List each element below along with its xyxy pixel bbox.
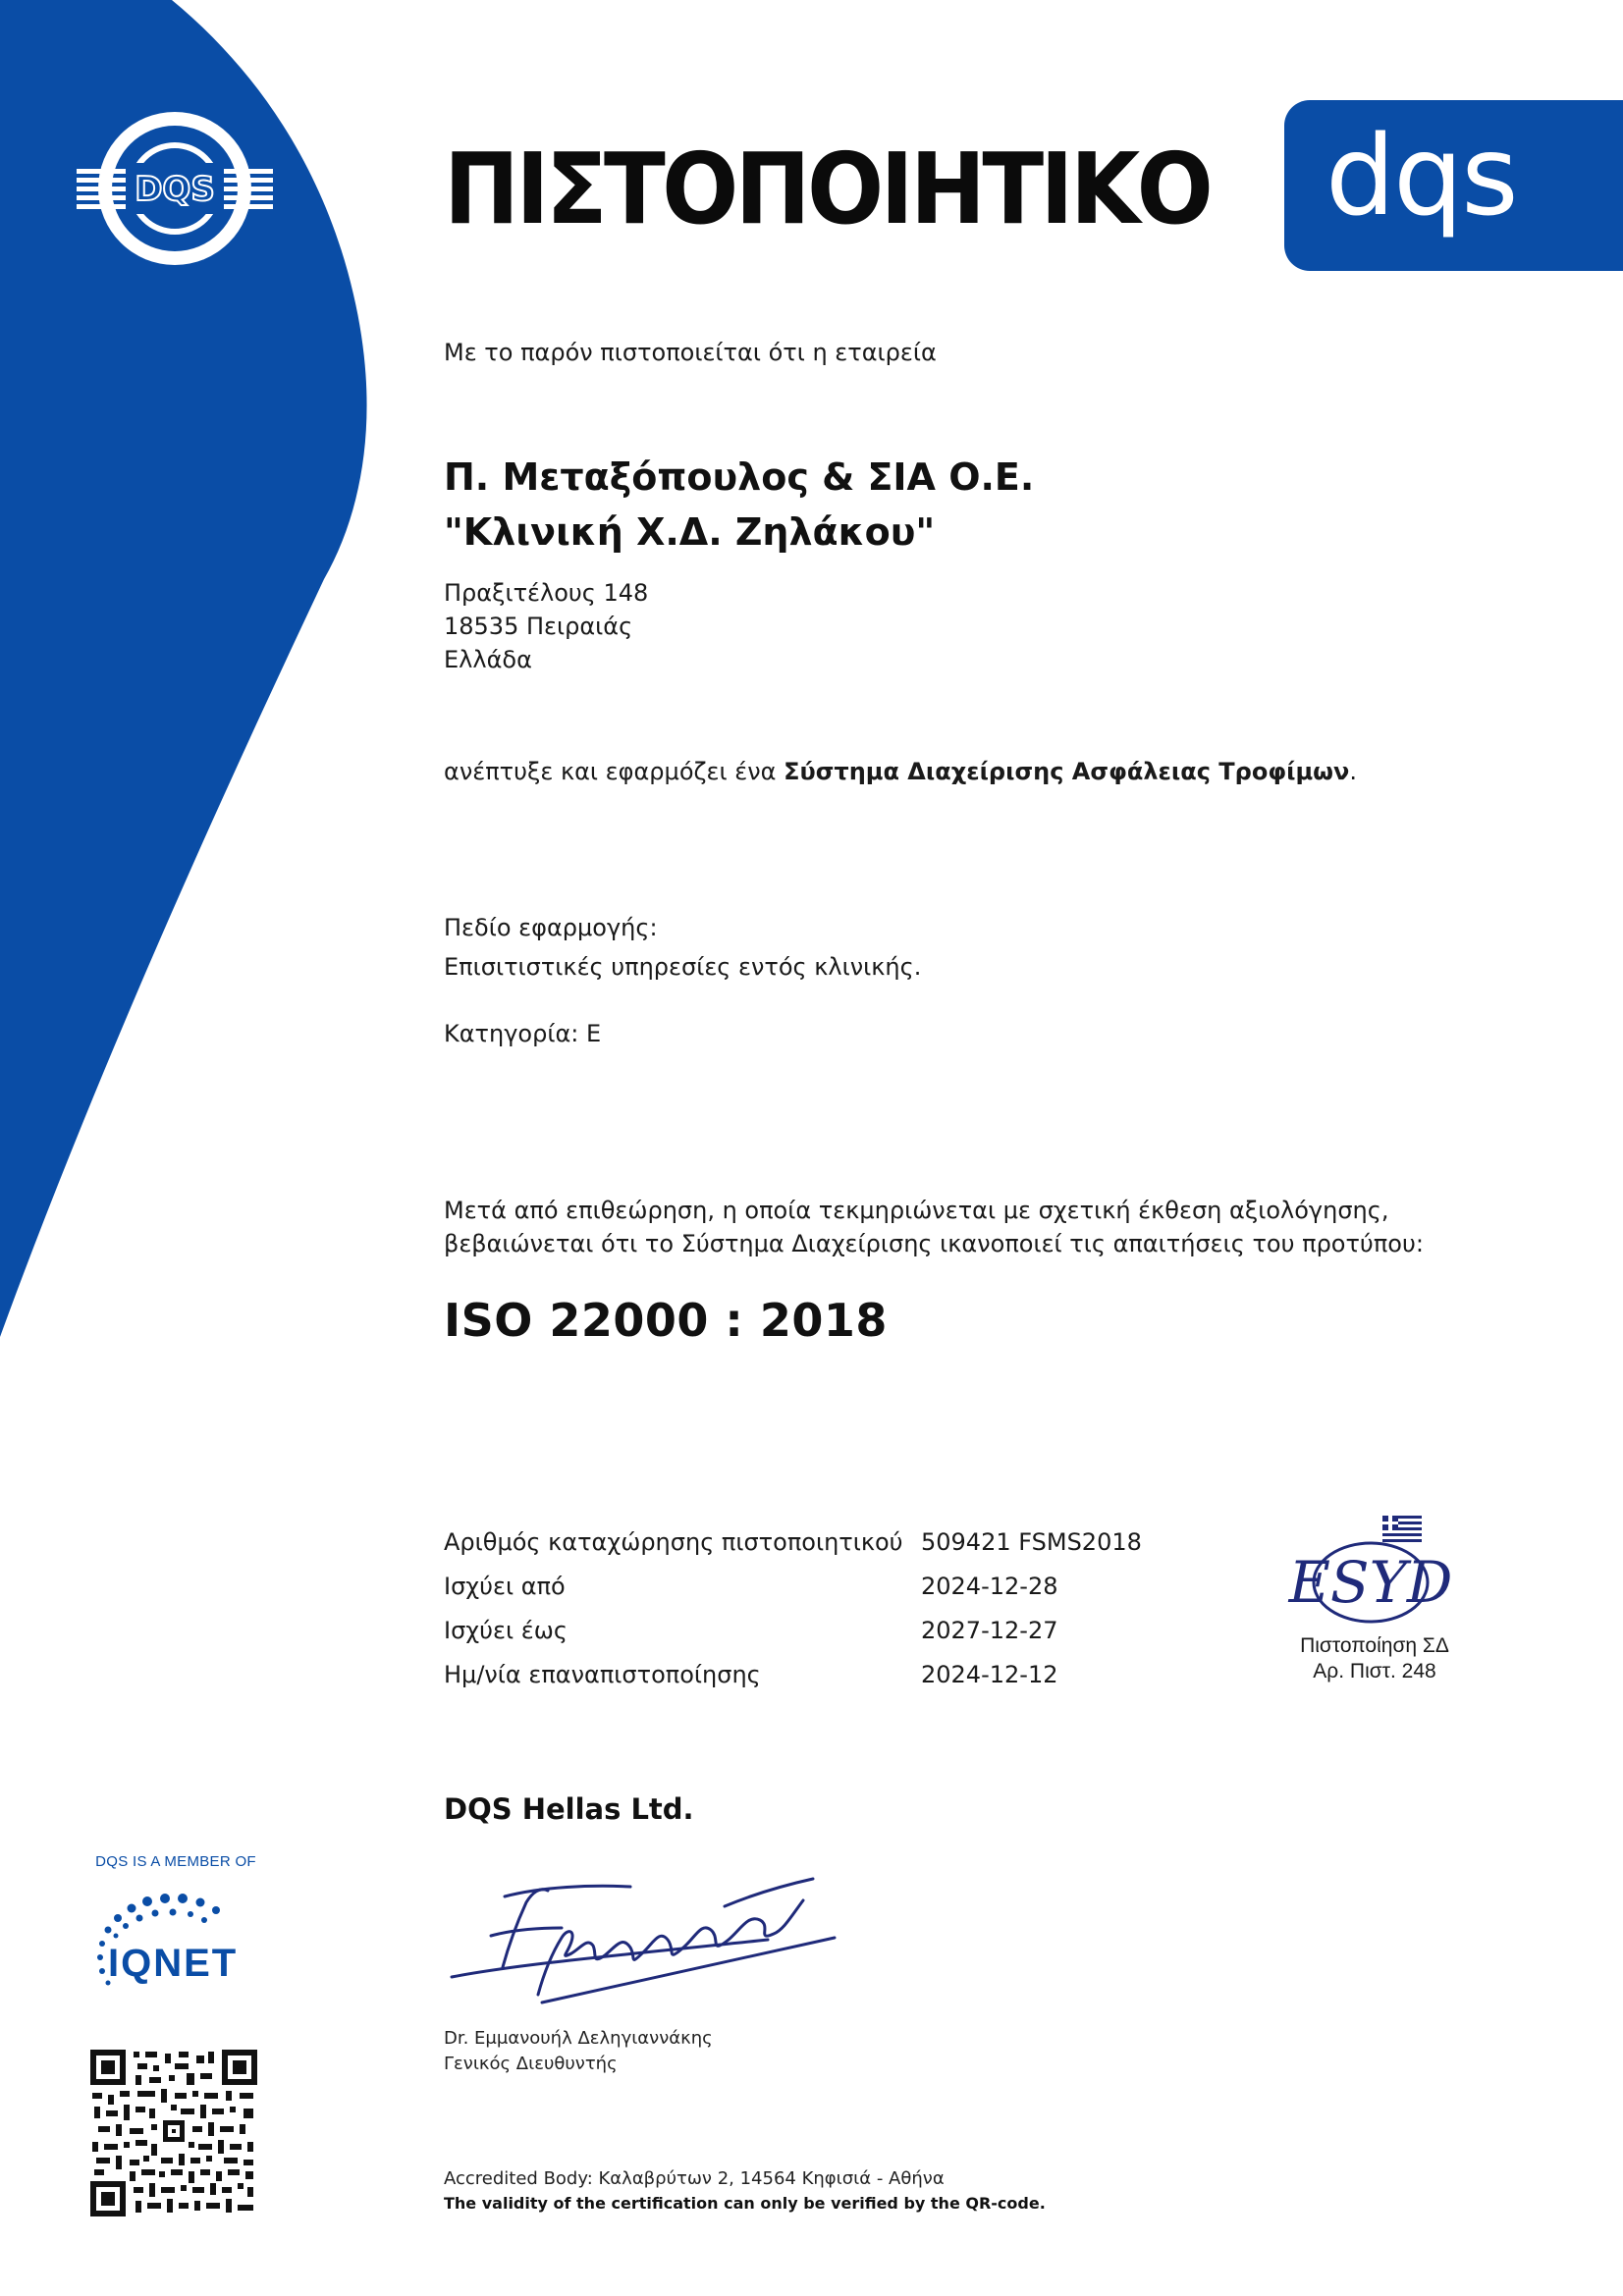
signer-role: Γενικός Διευθυντής — [444, 2054, 618, 2074]
signature — [444, 1857, 837, 2024]
issuer-name: DQS Hellas Ltd. — [444, 1792, 694, 1826]
accredited-body: Accredited Body: Καλαβρύτων 2, 14564 Κηφισιά - Αθήνα — [444, 2168, 945, 2189]
statement-system: Σύστημα Διαχείρισης Ασφάλειας Τροφίμων — [784, 758, 1350, 785]
scope-category: Κατηγορία: Ε — [444, 1020, 602, 1047]
esyd-line-1: Πιστοποίηση ΣΔ — [1300, 1634, 1449, 1657]
registration-table — [444, 1520, 1142, 1696]
esyd-emblem — [1276, 1512, 1473, 1628]
address-street: Πραξιτέλους 148 — [444, 579, 649, 607]
qr-code — [90, 2050, 257, 2216]
signer-name: Dr. Εμμανουήλ Δεληγιαννάκης — [444, 2028, 713, 2049]
table-row — [444, 1652, 1142, 1696]
certificate-title: ΠΙΣΤΟΠΟΙΗΤΙΚΟ — [444, 132, 1211, 246]
recertification-label: Ημ/νία επαναπιστοποίησης — [444, 1660, 761, 1688]
company-trade-name: "Κλινική Χ.Δ. Ζηλάκου" — [444, 510, 936, 554]
audit-line-1: Μετά από επιθεώρηση, η οποία τεκμηριώνεται με σχετική έκθεση αξιολόγησης, — [444, 1197, 1389, 1224]
scope-label: Πεδίο εφαρμογής: — [444, 914, 658, 941]
validity-note: The validity of the certification can only be verified by the QR-code. — [444, 2194, 1046, 2213]
registration-label: Αριθμός καταχώρησης πιστοποιητικού — [444, 1527, 903, 1556]
address-country: Ελλάδα — [444, 646, 532, 673]
signer-block — [444, 2026, 713, 2077]
valid-until-value: 2027-12-27 — [921, 1616, 1058, 1644]
iqnet-logo-text: IQNET — [108, 1942, 239, 1985]
valid-from-value: 2024-12-28 — [921, 1572, 1058, 1600]
valid-until-label: Ισχύει έως — [444, 1616, 568, 1644]
intro-text: Με το παρόν πιστοποιείται ότι η εταιρεία — [444, 339, 937, 366]
company-address — [444, 576, 648, 676]
audit-line-2: βεβαιώνεται ότι το Σύστημα Διαχείρισης ικανοποιεί τις απαιτήσεις του προτύπου: — [444, 1230, 1424, 1257]
iqnet-member-text: DQS IS A MEMBER OF — [95, 1853, 256, 1870]
dqs-emblem-text: DQS — [135, 170, 215, 209]
company-block — [444, 450, 1034, 560]
scope-text: Επισιτιστικές υπηρεσίες εντός κλινικής. — [444, 953, 922, 981]
statement-suffix: . — [1349, 758, 1357, 785]
iqnet-logo — [82, 1885, 269, 2002]
esyd-logo-text: ESYD — [1288, 1549, 1453, 1616]
statement-prefix: ανέπτυξε και εφαρμόζει ένα — [444, 758, 784, 785]
valid-from-label: Ισχύει από — [444, 1572, 566, 1600]
greek-flag-icon — [1382, 1516, 1422, 1543]
dqs-emblem — [73, 106, 277, 271]
audit-statement — [444, 1194, 1424, 1260]
recertification-value: 2024-12-12 — [921, 1660, 1058, 1688]
dqs-brand-logo — [1284, 100, 1623, 271]
company-name: Π. Μεταξόπουλος & ΣΙΑ Ο.Ε. — [444, 455, 1035, 499]
table-row — [444, 1520, 1142, 1564]
esyd-accreditation-logo — [1276, 1512, 1473, 1688]
table-row — [444, 1608, 1142, 1652]
system-statement — [444, 755, 1357, 788]
esyd-line-2: Αρ. Πιστ. 248 — [1313, 1660, 1436, 1682]
table-row — [444, 1564, 1142, 1608]
registration-value: 509421 FSMS2018 — [921, 1527, 1142, 1556]
address-city: 18535 Πειραιάς — [444, 613, 633, 640]
dqs-brand-logo-text: dqs — [1325, 113, 1517, 240]
iso-standard: ISO 22000 : 2018 — [444, 1294, 888, 1347]
